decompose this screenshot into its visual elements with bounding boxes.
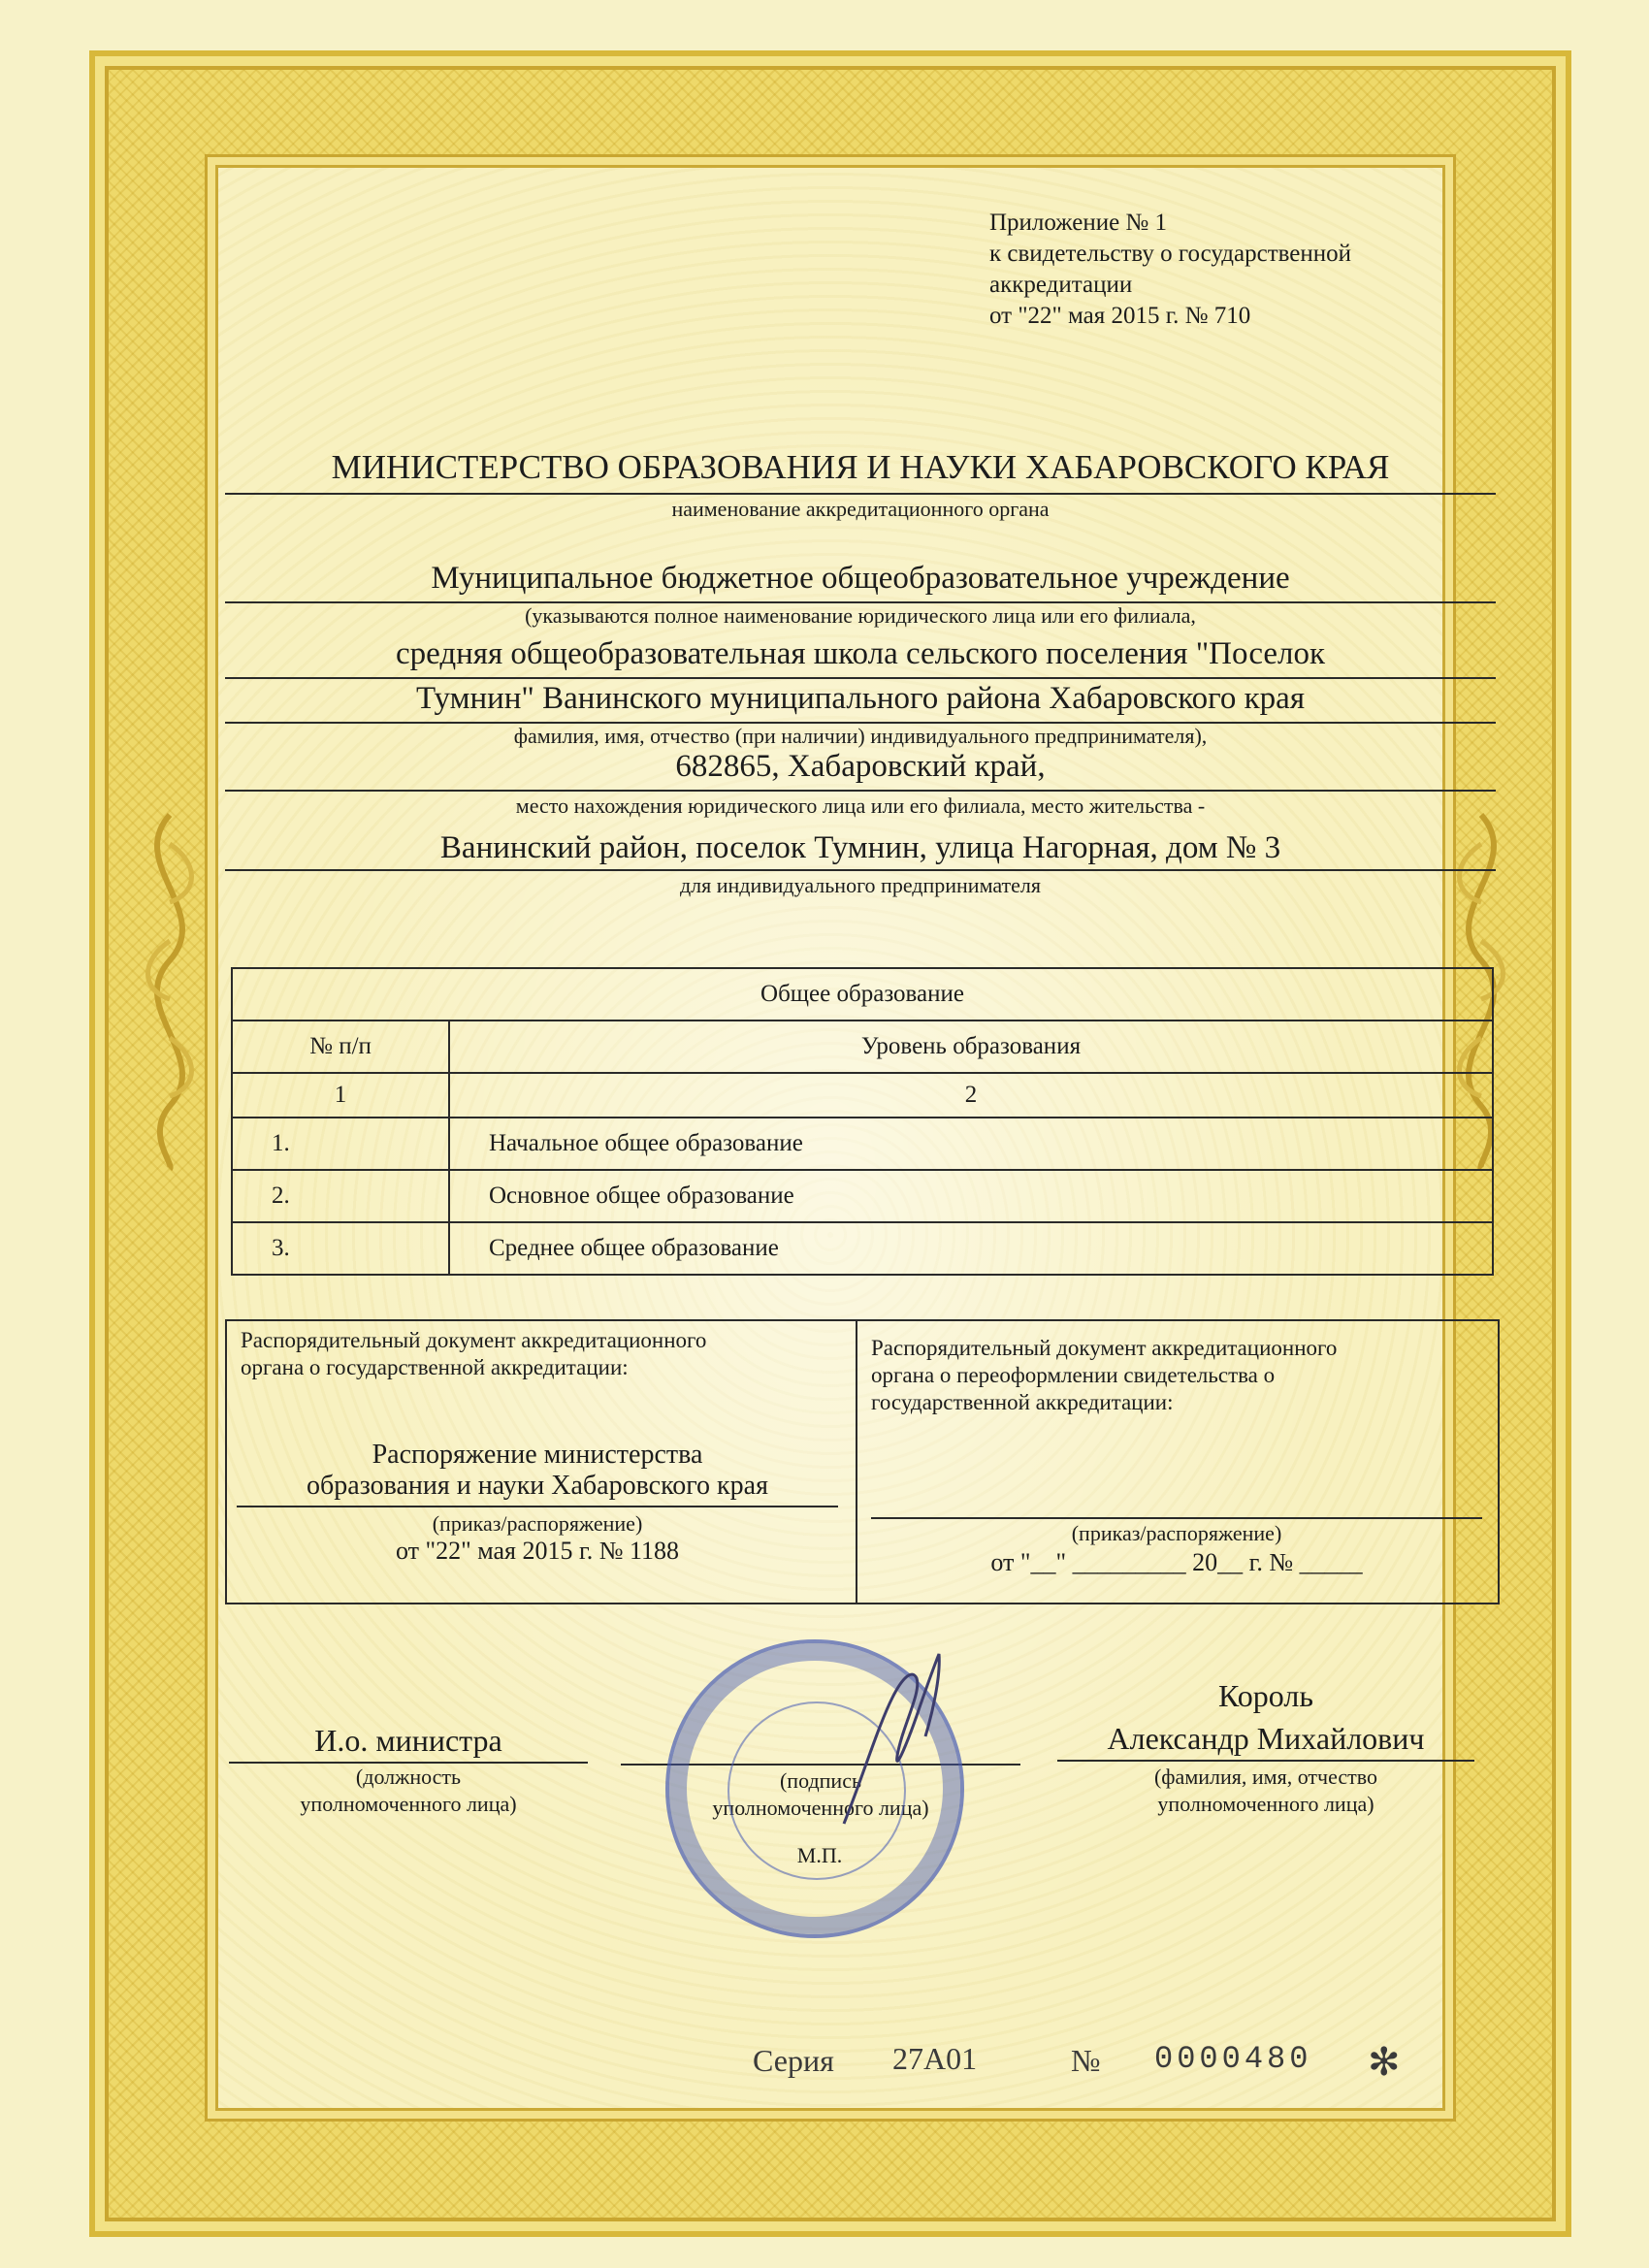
authority-underline	[225, 493, 1496, 495]
reissue-document-caption: (приказ/распоряжение)	[1071, 1521, 1282, 1545]
asterisk-mark-icon: ✻	[1368, 2040, 1401, 2084]
position-caption-line1: (должность	[355, 1765, 462, 1789]
table-title: Общее образование	[232, 968, 1493, 1021]
official-position: И.о. министра	[314, 1723, 502, 1758]
column-index-2: 2	[449, 1073, 1493, 1118]
column-header-level: Уровень образования	[449, 1021, 1493, 1073]
reissue-document-heading	[871, 1335, 1337, 1416]
address-line2: Ванинский район, поселок Тумнин, улица Нагорная, дом № 3	[439, 830, 1281, 865]
signature-caption-line2: уполномоченного лица)	[712, 1796, 929, 1820]
reissue-heading-line1: Распорядительный документ аккредитационного	[871, 1336, 1338, 1360]
organization-name-line1: Муниципальное бюджетное общеобразовательное учреждение	[431, 561, 1290, 596]
appendix-block	[989, 208, 1351, 332]
organization-caption-3: место нахождения юридического лица или его филиала, место жительства -	[515, 794, 1206, 818]
address-underline-1	[225, 790, 1496, 792]
address-line1: 682865, Хабаровский край,	[675, 749, 1046, 784]
number-label: №	[1071, 2043, 1101, 2078]
reissue-document-underline	[871, 1517, 1482, 1519]
table-row	[232, 1118, 1493, 1170]
organization-name-line3: Тумнин" Ванинского муниципального района Хабаровского края	[415, 681, 1306, 716]
docbox-divider	[856, 1321, 857, 1603]
accreditation-heading-line1: Распорядительный документ аккредитационного	[241, 1328, 707, 1352]
column-header-number: № п/п	[232, 1021, 449, 1073]
accreditation-heading-line2: органа о государственной аккредитации:	[241, 1355, 629, 1379]
row-education-level: Начальное общее образование	[449, 1118, 1493, 1170]
accreditation-document-underline	[237, 1506, 838, 1507]
organization-caption-2: фамилия, имя, отчество (при наличии) индивидуального предпринимателя),	[513, 724, 1208, 748]
table-row	[232, 1222, 1493, 1275]
row-number: 1.	[232, 1118, 449, 1170]
accreditation-document-date: от "22" мая 2015 г. № 1188	[395, 1537, 680, 1565]
table-index-row	[232, 1073, 1493, 1118]
reissue-heading-line2: органа о переоформлении свидетельства о	[871, 1363, 1276, 1387]
organization-caption-1: (указываются полное наименование юридического лица или его филиала,	[525, 603, 1196, 628]
accreditation-document-value	[237, 1440, 838, 1502]
authority-name: МИНИСТЕРСТВО ОБРАЗОВАНИЯ И НАУКИ ХАБАРОВСКОГО КРАЯ	[331, 448, 1390, 486]
appendix-date: от "22" мая 2015 г. № 710	[989, 303, 1251, 329]
official-full-name: Александр Михайлович	[1107, 1721, 1425, 1756]
appendix-reference-cont: аккредитации	[989, 272, 1133, 298]
administrative-documents-box	[225, 1319, 1500, 1604]
appendix-reference: к свидетельству о государственной	[989, 241, 1352, 267]
position-caption-line2: уполномоченного лица)	[300, 1792, 517, 1816]
table-row	[232, 1170, 1493, 1222]
accreditation-value-line1: Распоряжение министерства	[372, 1440, 703, 1470]
handwritten-signature-icon	[824, 1639, 951, 1833]
row-education-level: Среднее общее образование	[449, 1222, 1493, 1275]
serial-number: 0000480	[1154, 2041, 1312, 2077]
column-index-1: 1	[232, 1073, 449, 1118]
organization-name-line2: средняя общеобразовательная школа сельского поселения "Поселок	[395, 636, 1326, 671]
appendix-number: Приложение № 1	[989, 210, 1168, 236]
row-number: 3.	[232, 1222, 449, 1275]
organization-caption-4: для индивидуального предпринимателя	[679, 873, 1042, 897]
accreditation-value-line2: образования и науки Хабаровского края	[307, 1471, 768, 1501]
education-table	[231, 967, 1494, 1276]
signature-caption-line1: (подпись	[779, 1768, 861, 1793]
name-caption	[1057, 1764, 1474, 1818]
series-value: 27А01	[892, 2041, 978, 2076]
reissue-document-date: от "__" _________ 20__ г. № _____	[990, 1548, 1363, 1576]
name-caption-line2: уполномоченного лица)	[1157, 1792, 1374, 1816]
row-number: 2.	[232, 1170, 449, 1222]
seal-caption: М.П.	[796, 1843, 843, 1867]
series-label: Серия	[753, 2043, 834, 2078]
row-education-level: Основное общее образование	[449, 1170, 1493, 1222]
table-header-row	[232, 1021, 1493, 1073]
accreditation-document-caption: (приказ/распоряжение)	[432, 1511, 643, 1536]
name-underline	[1057, 1760, 1474, 1762]
position-caption	[229, 1764, 588, 1818]
reissue-heading-line3: государственной аккредитации:	[871, 1390, 1174, 1414]
official-surname: Король	[1218, 1678, 1313, 1713]
table-title-row	[232, 968, 1493, 1021]
name-caption-line1: (фамилия, имя, отчество	[1153, 1765, 1378, 1789]
accreditation-document-heading	[241, 1327, 706, 1381]
address-underline-2	[225, 869, 1496, 871]
organization-underline-2	[225, 677, 1496, 679]
left-ornament-icon	[116, 805, 223, 1174]
authority-caption: наименование аккредитационного органа	[671, 497, 1050, 521]
